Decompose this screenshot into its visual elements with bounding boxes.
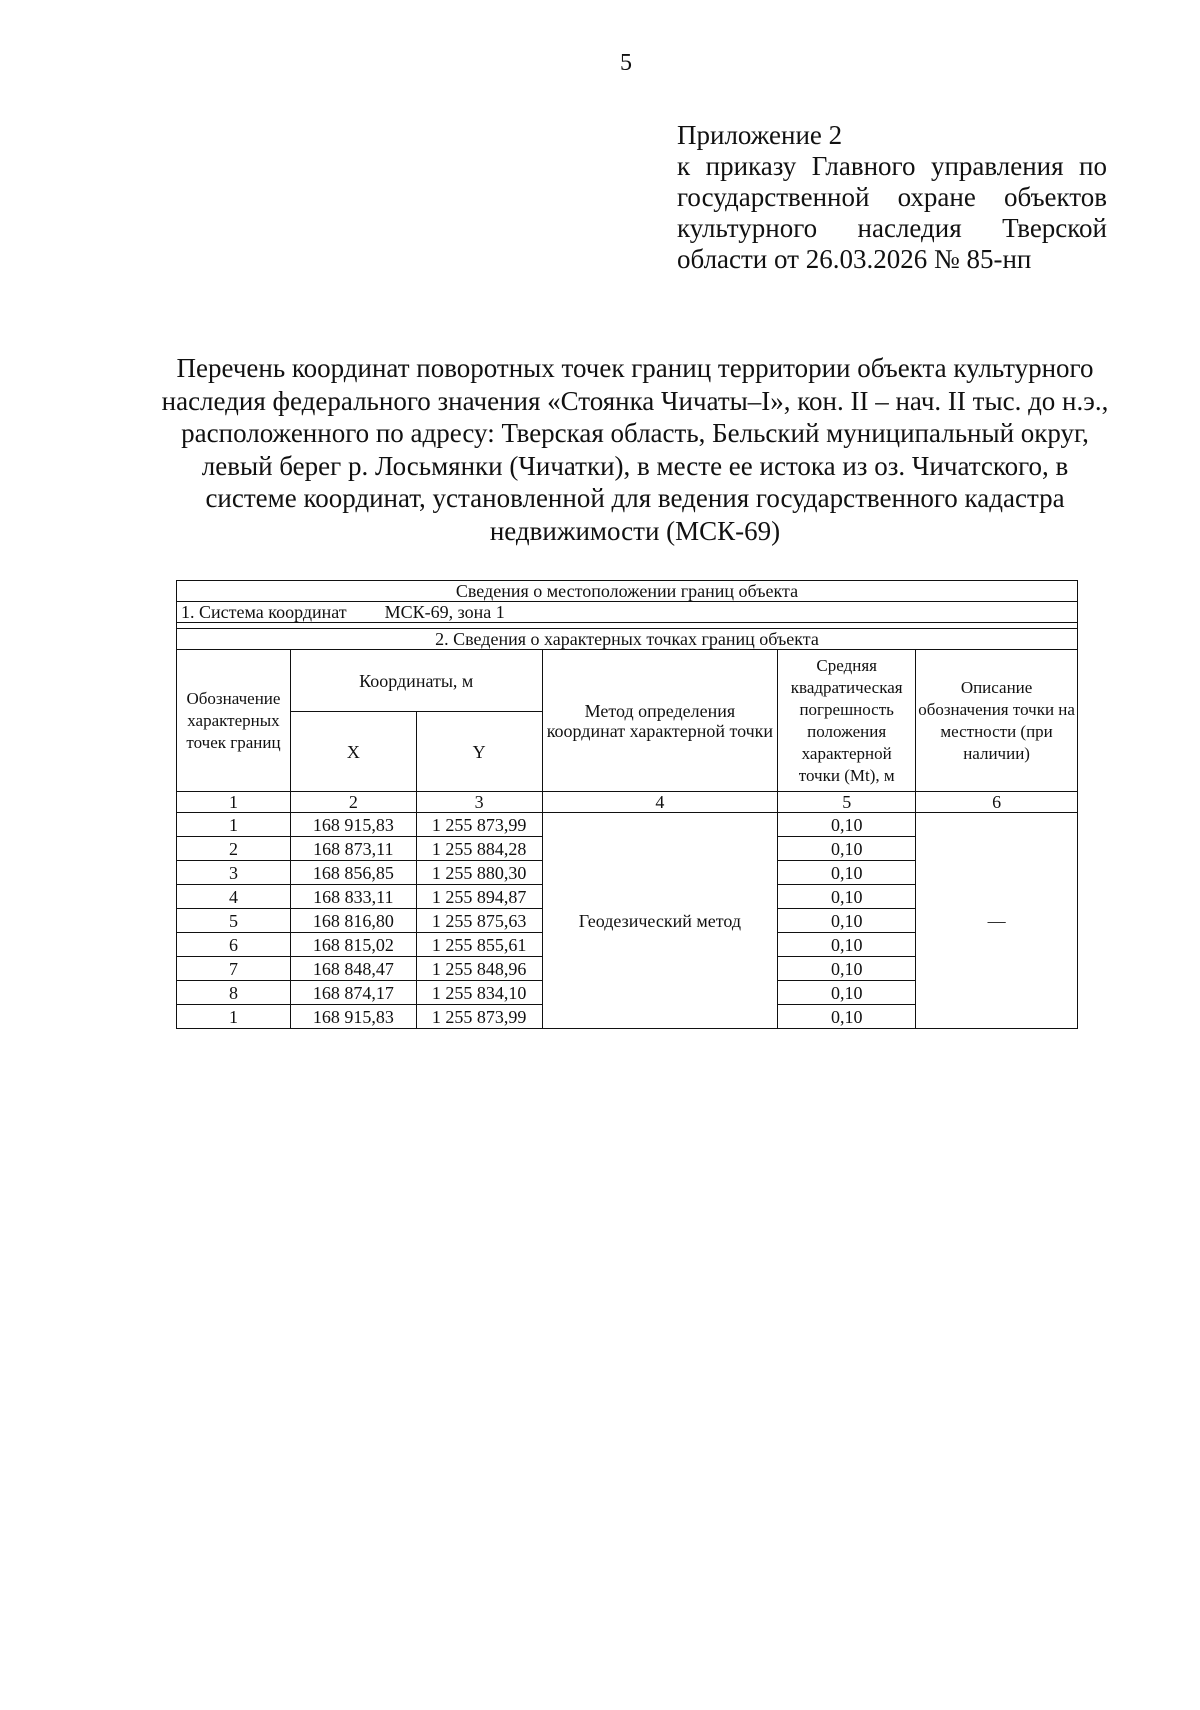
column-number: 3 — [416, 792, 542, 813]
y-cell: 1 255 873,99 — [416, 813, 542, 837]
x-cell: 168 915,83 — [290, 1005, 416, 1029]
header-point: Обозначение характерных точек границ — [177, 650, 291, 792]
coord-system-label: 1. Система координат — [181, 602, 347, 622]
column-number: 4 — [542, 792, 778, 813]
table-row — [177, 813, 1078, 837]
appendix-block — [677, 120, 1107, 275]
point-cell: 6 — [177, 933, 291, 957]
column-number: 6 — [916, 792, 1078, 813]
x-cell: 168 873,11 — [290, 837, 416, 861]
accuracy-cell: 0,10 — [778, 885, 916, 909]
accuracy-cell: 0,10 — [778, 1005, 916, 1029]
accuracy-cell: 0,10 — [778, 981, 916, 1005]
y-cell: 1 255 855,61 — [416, 933, 542, 957]
accuracy-cell: 0,10 — [778, 933, 916, 957]
header-y: Y — [416, 712, 542, 792]
appendix-body: к приказу Главного управления по государственной охране объектов культурного наследия Тверской области от 26.03.2026 № 85-нп — [677, 151, 1107, 274]
x-cell: 168 856,85 — [290, 861, 416, 885]
description-cell: — — [916, 813, 1078, 1029]
x-cell: 168 815,02 — [290, 933, 416, 957]
coord-system-value: МСК-69, зона 1 — [384, 602, 505, 622]
column-number: 2 — [290, 792, 416, 813]
point-cell: 5 — [177, 909, 291, 933]
accuracy-cell: 0,10 — [778, 909, 916, 933]
point-cell: 2 — [177, 837, 291, 861]
points-section-title-cell: 2. Сведения о характерных точках границ объекта — [177, 629, 1078, 650]
x-cell: 168 833,11 — [290, 885, 416, 909]
document-title: Перечень координат поворотных точек границ территории объекта культурного наследия федерального значения «Стоянка Чичаты–I», кон. II – нач. II тыс. до н.э., расположенного по адресу: Тверская область, Бельский муниципальный округ, левый берег р. Лосьмянки (Чичатки), в месте ее истока из оз. Чичатского, в системе координат, установленной для ведения государственного кадастра недвижимости (МСК-69) — [161, 353, 1109, 546]
y-cell: 1 255 848,96 — [416, 957, 542, 981]
header-method: Метод определения координат характерной точки — [542, 650, 778, 792]
x-cell: 168 915,83 — [290, 813, 416, 837]
column-number: 5 — [778, 792, 916, 813]
appendix-title: Приложение 2 — [677, 120, 843, 150]
section-title-cell: Сведения о местоположении границ объекта — [177, 581, 1078, 602]
coord-system-cell — [177, 602, 1078, 623]
point-cell: 3 — [177, 861, 291, 885]
point-cell: 1 — [177, 813, 291, 837]
header-x: X — [290, 712, 416, 792]
header-description: Описание обозначения точки на местности (при наличии) — [916, 650, 1078, 792]
accuracy-cell: 0,10 — [778, 837, 916, 861]
y-cell: 1 255 873,99 — [416, 1005, 542, 1029]
page-number: 5 — [620, 50, 632, 76]
y-cell: 1 255 880,30 — [416, 861, 542, 885]
y-cell: 1 255 875,63 — [416, 909, 542, 933]
y-cell: 1 255 884,28 — [416, 837, 542, 861]
y-cell: 1 255 834,10 — [416, 981, 542, 1005]
point-cell: 4 — [177, 885, 291, 909]
accuracy-cell: 0,10 — [778, 957, 916, 981]
header-coords: Координаты, м — [290, 650, 542, 712]
point-cell: 8 — [177, 981, 291, 1005]
method-cell: Геодезический метод — [542, 813, 778, 1029]
point-cell: 1 — [177, 1005, 291, 1029]
x-cell: 168 816,80 — [290, 909, 416, 933]
y-cell: 1 255 894,87 — [416, 885, 542, 909]
x-cell: 168 848,47 — [290, 957, 416, 981]
coordinates-table — [176, 580, 1078, 1029]
column-number: 1 — [177, 792, 291, 813]
accuracy-cell: 0,10 — [778, 813, 916, 837]
header-accuracy: Средняя квадратическая погрешность положения характерной точки (Mt), м — [778, 650, 916, 792]
accuracy-cell: 0,10 — [778, 861, 916, 885]
point-cell: 7 — [177, 957, 291, 981]
x-cell: 168 874,17 — [290, 981, 416, 1005]
